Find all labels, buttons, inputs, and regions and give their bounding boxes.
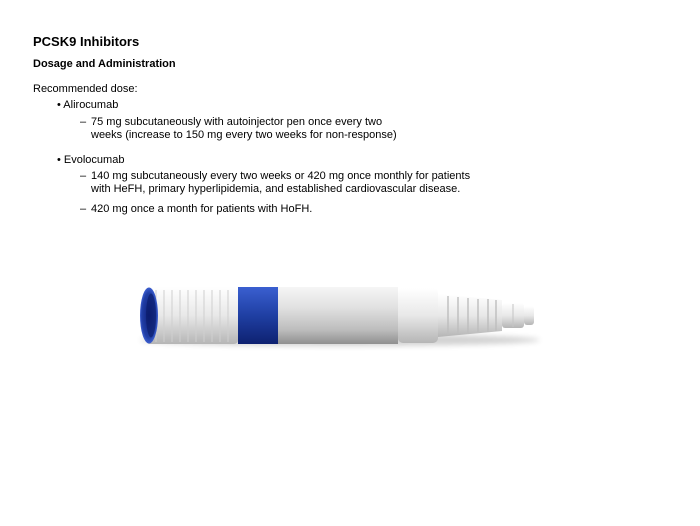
dash-bullet: – <box>80 116 87 128</box>
pen-tip <box>502 303 534 328</box>
dose-line-evolocumab-1 <box>80 170 470 196</box>
recommended-dose-label: Recommended dose: <box>33 83 138 95</box>
dose-line-evolocumab-2 <box>80 203 312 216</box>
drug-item-evolocumab: • Evolocumab <box>57 154 125 166</box>
slide-title: PCSK9 Inhibitors <box>33 34 140 49</box>
pen-grip <box>146 287 238 344</box>
dose-text: 420 mg once a month for patients with HoFH. <box>91 203 313 215</box>
pen-body <box>278 287 398 344</box>
dose-line-alirocumab <box>80 116 397 142</box>
pen-front <box>398 288 438 343</box>
dash-bullet: – <box>80 170 87 182</box>
pen-neck <box>438 294 502 337</box>
dose-text: 140 mg subcutaneously every two weeks or 420 mg once monthly for patients <box>91 170 471 182</box>
drug-item-alirocumab: • Alirocumab <box>57 99 119 111</box>
dose-text-continued: with HeFH, primary hyperlipidemia, and established cardiovascular disease. <box>91 183 461 195</box>
pen-blue-band <box>238 287 278 344</box>
dose-text: 75 mg subcutaneously with autoinjector pen once every two <box>91 116 383 128</box>
dose-text-continued: weeks (increase to 150 mg every two weeks for non-response) <box>91 129 397 141</box>
autoinjector-pen-icon <box>130 272 550 364</box>
slide-subtitle: Dosage and Administration <box>33 58 176 70</box>
dash-bullet: – <box>80 203 87 215</box>
